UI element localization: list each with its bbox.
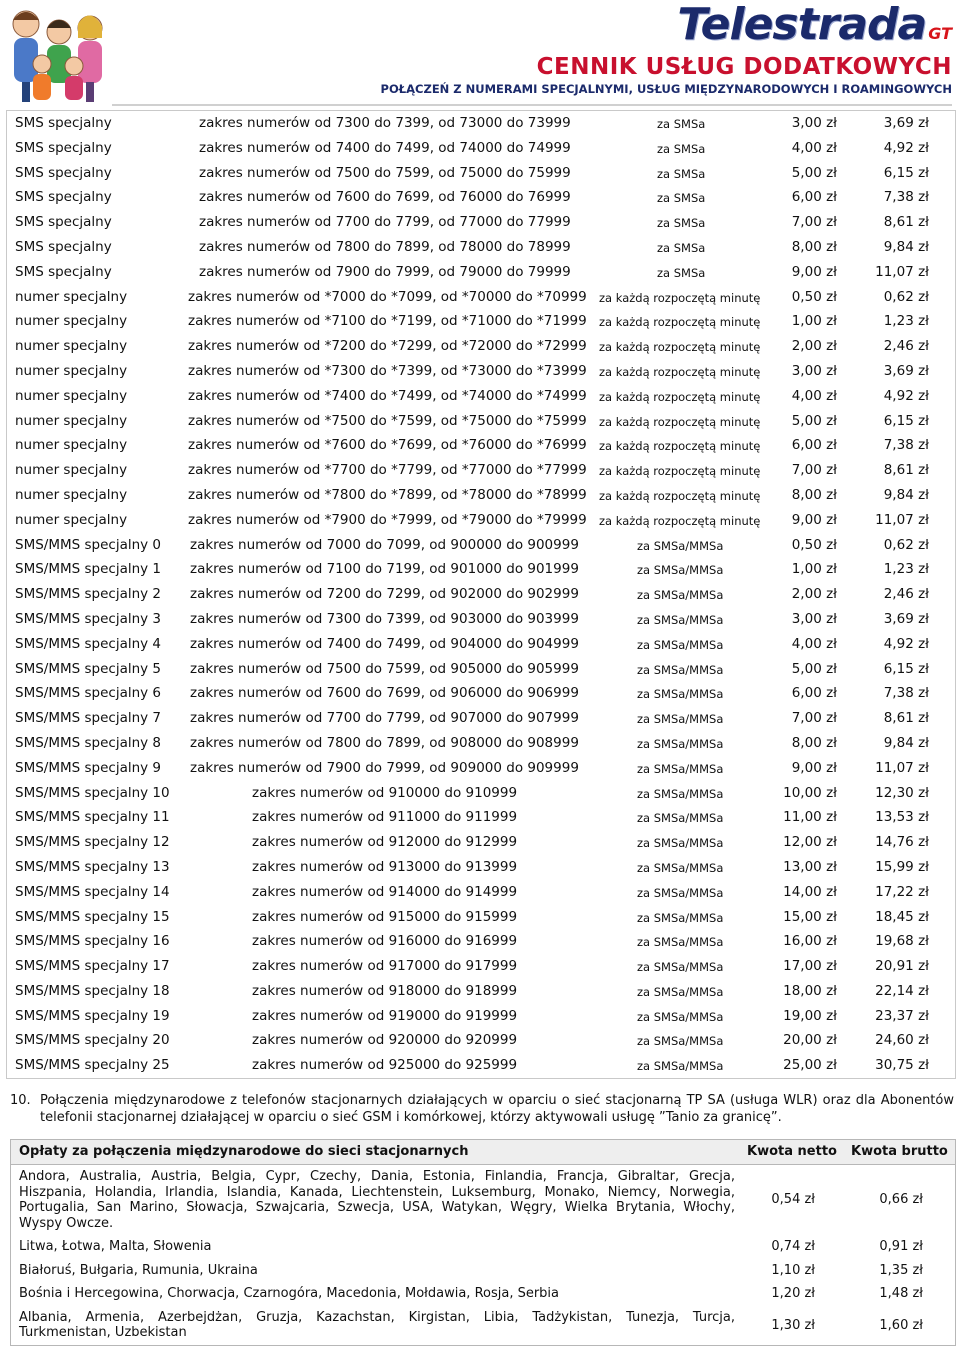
billing-unit-cell: za SMSa/MMSa [637,1009,724,1024]
intl-net-price: 1,30 zł [771,1317,815,1333]
number-range-cell: zakres numerów od *7300 do *7399, od *73000 do *73999 [188,362,587,379]
note-text: Połączenia międzynarodowe z telefonów stacjonarnych działających w oparciu o sieć stacjonarną TP SA (usługa WLR) oraz dla Abonentów telefonii stacjonarnej działającej w oparciu o sieć GSM i komórkowej, którzy aktywowali usługę ”Tanio za granicę”. [40,1093,954,1125]
billing-unit-cell: za SMSa/MMSa [637,885,724,900]
billing-unit-cell: za SMSa/MMSa [637,538,724,553]
number-range-cell: zakres numerów od *7500 do *7599, od *75000 do *75999 [188,412,587,429]
number-range-cell: zakres numerów od 7000 do 7099, od 900000 do 900999 [190,536,579,553]
gross-price-cell: 8,61 zł [883,214,929,231]
intl-header-title: Opłaty za połączenia międzynarodowe do sieci stacjonarnych [19,1144,469,1159]
net-price-cell: 3,00 zł [791,362,837,379]
service-cell: SMS/MMS specjalny 2 [15,586,162,603]
number-range-cell: zakres numerów od 7900 do 7999, od 79000 do 79999 [199,263,571,280]
gross-price-cell: 12,30 zł [875,784,929,801]
gross-price-cell: 7,38 zł [883,189,929,206]
intl-gross-price: 1,60 zł [879,1317,923,1333]
table-row [7,706,955,731]
countries-cell: Białoruś, Bułgaria, Rumunia, Ukraina [19,1262,258,1278]
page-header [0,0,960,110]
number-range-cell: zakres numerów od *7200 do *7299, od *72000 do *72999 [188,338,587,355]
table-row [7,210,955,235]
service-cell: SMS/MMS specjalny 17 [15,958,170,975]
number-range-cell: zakres numerów od 7400 do 7499, od 74000 do 74999 [199,139,571,156]
billing-unit-cell: za SMSa [657,117,706,131]
billing-unit-cell: za SMSa/MMSa [637,736,724,751]
net-price-cell: 9,00 zł [791,759,837,776]
net-price-cell: 15,00 zł [783,908,837,925]
billing-unit-cell: za SMSa [657,141,706,156]
gross-price-cell: 3,69 zł [883,362,929,379]
billing-unit-cell: za SMSa [657,240,706,255]
table-row [7,285,955,310]
billing-unit-cell: za SMSa/MMSa [637,712,724,727]
table-row [7,185,955,210]
service-cell: SMS/MMS specjalny 3 [15,610,162,627]
table-row [7,384,955,409]
billing-unit-cell: za SMSa/MMSa [637,811,724,826]
table-row [7,880,955,905]
intl-net-price: 0,74 zł [771,1239,815,1254]
number-range-cell: zakres numerów od 919000 do 919999 [252,1007,518,1024]
note-international [10,1092,954,1126]
gross-price-cell: 19,68 zł [875,933,929,950]
service-cell: SMS/MMS specjalny 10 [15,784,170,801]
service-cell: SMS/MMS specjalny 14 [15,883,170,900]
net-price-cell: 20,00 zł [783,1032,837,1049]
number-range-cell: zakres numerów od 912000 do 912999 [252,834,518,851]
billing-unit-cell: za każdą rozpoczętą minutę [599,364,761,379]
gross-price-cell: 24,60 zł [875,1032,929,1049]
international-rates-table [10,1139,956,1346]
billing-unit-cell: za SMSa/MMSa [637,687,724,702]
gross-price-cell: 14,76 zł [875,834,929,851]
document-subtitle: POŁĄCZEŃ Z NUMERAMI SPECJALNYMI, USŁUG MIĘDZYNARODOWYCH I ROAMINGOWYCH [380,82,952,96]
gross-price-cell: 2,46 zł [883,338,929,355]
number-range-cell: zakres numerów od 911000 do 911999 [252,809,518,826]
intl-table-header [11,1140,955,1165]
table-row [7,781,955,806]
gross-price-cell: 22,14 zł [875,982,929,999]
number-range-cell: zakres numerów od *7100 do *7199, od *71000 do *71999 [188,313,587,330]
gross-price-cell: 4,92 zł [883,139,929,156]
gross-price-cell: 7,38 zł [883,437,929,454]
service-cell: SMS/MMS specjalny 20 [15,1032,170,1049]
number-range-cell: zakres numerów od 913000 do 913999 [252,858,518,875]
billing-unit-cell: za każdą rozpoczętą minutę [599,464,761,479]
net-price-cell: 8,00 zł [791,734,837,751]
service-cell: SMS/MMS specjalny 0 [15,536,162,553]
intl-gross-price: 0,66 zł [879,1192,923,1207]
number-range-cell: zakres numerów od 7300 do 7399, od 903000 do 903999 [190,610,579,627]
net-price-cell: 12,00 zł [783,834,837,851]
table-row [7,161,955,186]
gross-price-cell: 15,99 zł [875,858,929,875]
countries-cell: Bośnia i Hercegowina, Chorwacja, Czarnogóra, Macedonia, Mołdawia, Rosja, Serbia [19,1286,560,1301]
service-cell: SMS/MMS specjalny 15 [15,908,170,925]
table-row [7,334,955,359]
net-price-cell: 0,50 zł [791,288,837,305]
table-row [7,1028,955,1053]
service-cell: numer specjalny [15,288,128,305]
billing-unit-cell: za każdą rozpoczętą minutę [599,290,761,305]
net-price-cell: 6,00 zł [791,437,837,454]
table-row [7,805,955,830]
gross-price-cell: 9,84 zł [883,734,929,751]
billing-unit-cell: za SMSa/MMSa [637,1059,724,1074]
net-price-cell: 7,00 zł [791,462,837,479]
gross-price-cell: 11,07 zł [875,263,929,280]
brand-name: Telestrada [677,0,927,50]
intl-net-price: 0,54 zł [771,1192,815,1207]
gross-price-cell: 8,61 zł [883,710,929,727]
service-cell: numer specjalny [15,462,128,479]
billing-unit-cell: za każdą rozpoczętą minutę [599,488,761,503]
number-range-cell: zakres numerów od *7000 do *7099, od *70000 do *70999 [188,288,587,305]
intl-table-row [11,1165,955,1235]
billing-unit-cell: za SMSa/MMSa [637,662,724,677]
number-range-cell: zakres numerów od *7800 do *7899, od *78000 do *78999 [188,486,587,503]
table-row [7,359,955,384]
table-row [7,756,955,781]
service-cell: SMS/MMS specjalny 12 [15,834,170,851]
net-price-cell: 6,00 zł [791,189,837,206]
number-range-cell: zakres numerów od 7500 do 7599, od 75000 do 75999 [199,164,571,181]
net-price-cell: 5,00 zł [791,412,837,429]
gross-price-cell: 1,23 zł [883,561,929,578]
net-price-cell: 10,00 zł [783,784,837,801]
number-range-cell: zakres numerów od *7700 do *7799, od *77000 do *77999 [188,462,587,479]
net-price-cell: 1,00 zł [791,561,837,578]
intl-table-row [11,1306,955,1345]
special-numbers-table [6,110,956,1079]
intl-net-price: 1,10 zł [771,1262,815,1278]
number-range-cell: zakres numerów od 7100 do 7199, od 901000 do 901999 [190,561,579,578]
billing-unit-cell: za SMSa/MMSa [637,1034,724,1049]
intl-header-net: Kwota netto [747,1144,837,1159]
gross-price-cell: 9,84 zł [883,238,929,255]
billing-unit-cell: za SMSa/MMSa [637,612,724,627]
net-price-cell: 13,00 zł [783,858,837,875]
brand-suffix: GT [928,24,952,43]
service-cell: SMS/MMS specjalny 16 [15,933,170,950]
number-range-cell: zakres numerów od 925000 do 925999 [252,1057,518,1074]
number-range-cell: zakres numerów od 914000 do 914999 [252,883,518,900]
service-cell: SMS/MMS specjalny 9 [15,759,162,776]
net-price-cell: 11,00 zł [783,809,837,826]
countries-cell: Andora, Australia, Austria, Belgia, Cypr, Czechy, Dania, Estonia, Finlandia, Francja, Gibraltar, Grecja, Hiszpania, Holandia, Irlandia, Islandia, Kanada, Liechtenstein, Luksemburg, Monako, Niemcy, Norwegia, Portugalia, San Marino, Słowacja, Szwajcaria, Szwecja, USA, Watykan, Węgry, Wielka Brytania, Włochy, Wyspy Owcze. [19,1169,735,1231]
table-row [7,905,955,930]
intl-gross-price: 1,48 zł [879,1286,923,1301]
number-range-cell: zakres numerów od 7300 do 7399, od 73000 do 73999 [199,115,571,131]
number-range-cell: zakres numerów od 7600 do 7699, od 76000 do 76999 [199,189,571,206]
gross-price-cell: 7,38 zł [883,685,929,702]
table-row [7,458,955,483]
net-price-cell: 6,00 zł [791,685,837,702]
gross-price-cell: 11,07 zł [875,511,929,528]
service-cell: SMS/MMS specjalny 1 [15,561,162,578]
net-price-cell: 18,00 zł [783,982,837,999]
net-price-cell: 4,00 zł [791,387,837,404]
service-cell: SMS specjalny [15,115,112,131]
net-price-cell: 3,00 zł [791,115,837,131]
gross-price-cell: 8,61 zł [883,462,929,479]
document-title: CENNIK USŁUG DODATKOWYCH [536,54,952,80]
net-price-cell: 5,00 zł [791,164,837,181]
note-number: 10. [10,1093,31,1108]
service-cell: numer specjalny [15,313,128,330]
header-divider [112,104,952,106]
net-price-cell: 17,00 zł [783,958,837,975]
billing-unit-cell: za każdą rozpoczętą minutę [599,389,761,404]
table-row [7,979,955,1004]
number-range-cell: zakres numerów od 7700 do 7799, od 77000 do 77999 [199,214,571,231]
table-row [7,309,955,334]
table-row [7,235,955,260]
service-cell: numer specjalny [15,362,128,379]
table-row [7,681,955,706]
service-cell: SMS/MMS specjalny 6 [15,685,162,702]
service-cell: numer specjalny [15,511,128,528]
service-cell: numer specjalny [15,437,128,454]
service-cell: SMS/MMS specjalny 19 [15,1007,170,1024]
billing-unit-cell: za SMSa [657,216,706,231]
intl-net-price: 1,20 zł [771,1286,815,1301]
number-range-cell: zakres numerów od 916000 do 916999 [252,933,518,950]
table-row [7,111,955,136]
table-row [7,533,955,558]
service-cell: SMS specjalny [15,189,112,206]
service-cell: SMS/MMS specjalny 25 [15,1057,170,1074]
countries-cell: Litwa, Łotwa, Malta, Słowenia [19,1239,212,1254]
net-price-cell: 9,00 zł [791,511,837,528]
number-range-cell: zakres numerów od 7700 do 7799, od 907000 do 907999 [190,710,579,727]
intl-header-gross: Kwota brutto [851,1144,948,1159]
table-row [7,830,955,855]
billing-unit-cell: za SMSa [657,191,706,206]
billing-unit-cell: za każdą rozpoczętą minutę [599,513,761,528]
net-price-cell: 8,00 zł [791,238,837,255]
net-price-cell: 2,00 zł [791,586,837,603]
service-cell: numer specjalny [15,412,128,429]
gross-price-cell: 0,62 zł [883,536,929,553]
service-cell: SMS/MMS specjalny 4 [15,635,162,652]
gross-price-cell: 3,69 zł [883,115,929,131]
table-row [7,1004,955,1029]
billing-unit-cell: za SMSa/MMSa [637,910,724,925]
billing-unit-cell: za każdą rozpoczętą minutę [599,414,761,429]
table-row [7,855,955,880]
service-cell: SMS specjalny [15,164,112,181]
billing-unit-cell: za SMSa [657,166,706,181]
service-cell: SMS specjalny [15,214,112,231]
billing-unit-cell: za SMSa/MMSa [637,761,724,776]
family-illustration-icon [4,2,114,108]
gross-price-cell: 1,23 zł [883,313,929,330]
number-range-cell: zakres numerów od 7800 do 7899, od 78000 do 78999 [199,238,571,255]
net-price-cell: 3,00 zł [791,610,837,627]
table-row [7,136,955,161]
number-range-cell: zakres numerów od 7500 do 7599, od 905000 do 905999 [190,660,579,677]
brand-logo [677,0,952,50]
billing-unit-cell: za każdą rozpoczętą minutę [599,315,761,330]
number-range-cell: zakres numerów od 7600 do 7699, od 906000 do 906999 [190,685,579,702]
service-cell: SMS specjalny [15,263,112,280]
service-cell: SMS/MMS specjalny 8 [15,734,162,751]
billing-unit-cell: za każdą rozpoczętą minutę [599,439,761,454]
table-row [7,409,955,434]
gross-price-cell: 4,92 zł [883,387,929,404]
service-cell: SMS/MMS specjalny 7 [15,710,162,727]
service-cell: SMS specjalny [15,139,112,156]
service-cell: SMS/MMS specjalny 5 [15,660,162,677]
table-row [7,607,955,632]
billing-unit-cell: za SMSa [657,265,706,280]
table-row [7,508,955,533]
intl-table-row [11,1259,955,1283]
intl-gross-price: 0,91 zł [879,1239,923,1254]
service-cell: SMS/MMS specjalny 13 [15,858,170,875]
net-price-cell: 9,00 zł [791,263,837,280]
gross-price-cell: 9,84 zł [883,486,929,503]
table-row [7,1053,955,1078]
table-row [7,929,955,954]
intl-table-row [11,1282,955,1306]
gross-price-cell: 13,53 zł [875,809,929,826]
gross-price-cell: 20,91 zł [875,958,929,975]
number-range-cell: zakres numerów od 920000 do 920999 [252,1032,518,1049]
gross-price-cell: 11,07 zł [875,759,929,776]
intl-table-row [11,1235,955,1259]
table-row [7,731,955,756]
countries-cell: Albania, Armenia, Azerbejdżan, Gruzja, Kazachstan, Kirgistan, Libia, Tadżykistan, Tunezja, Turcja, Turkmenistan, Uzbekistan [19,1309,735,1340]
gross-price-cell: 6,15 zł [883,164,929,181]
number-range-cell: zakres numerów od 910000 do 910999 [252,784,518,801]
number-range-cell: zakres numerów od 917000 do 917999 [252,958,518,975]
table-row [7,557,955,582]
net-price-cell: 1,00 zł [791,313,837,330]
billing-unit-cell: za SMSa/MMSa [637,836,724,851]
net-price-cell: 7,00 zł [791,710,837,727]
number-range-cell: zakres numerów od *7600 do *7699, od *76000 do *76999 [188,437,587,454]
billing-unit-cell: za SMSa/MMSa [637,588,724,603]
net-price-cell: 4,00 zł [791,139,837,156]
number-range-cell: zakres numerów od 7200 do 7299, od 902000 do 902999 [190,586,579,603]
gross-price-cell: 0,62 zł [883,288,929,305]
table-row [7,657,955,682]
service-cell: numer specjalny [15,338,128,355]
billing-unit-cell: za SMSa/MMSa [637,637,724,652]
table-row [7,632,955,657]
table-row [7,260,955,285]
net-price-cell: 8,00 zł [791,486,837,503]
billing-unit-cell: za SMSa/MMSa [637,786,724,801]
table-row [7,582,955,607]
table-row [7,433,955,458]
net-price-cell: 5,00 zł [791,660,837,677]
gross-price-cell: 6,15 zł [883,412,929,429]
number-range-cell: zakres numerów od *7400 do *7499, od *74000 do *74999 [188,387,587,404]
intl-gross-price: 1,35 zł [879,1262,923,1278]
billing-unit-cell: za SMSa/MMSa [637,860,724,875]
net-price-cell: 7,00 zł [791,214,837,231]
number-range-cell: zakres numerów od *7900 do *7999, od *79000 do *79999 [188,511,587,528]
billing-unit-cell: za SMSa/MMSa [637,984,724,999]
net-price-cell: 0,50 zł [791,536,837,553]
net-price-cell: 14,00 zł [783,883,837,900]
billing-unit-cell: za SMSa/MMSa [637,960,724,975]
gross-price-cell: 30,75 zł [875,1057,929,1074]
gross-price-cell: 4,92 zł [883,635,929,652]
number-range-cell: zakres numerów od 918000 do 918999 [252,982,518,999]
service-cell: SMS/MMS specjalny 18 [15,982,170,999]
gross-price-cell: 6,15 zł [883,660,929,677]
service-cell: numer specjalny [15,387,128,404]
net-price-cell: 16,00 zł [783,933,837,950]
number-range-cell: zakres numerów od 7900 do 7999, od 909000 do 909999 [190,759,579,776]
gross-price-cell: 3,69 zł [883,610,929,627]
service-cell: numer specjalny [15,486,128,503]
service-cell: SMS specjalny [15,238,112,255]
gross-price-cell: 2,46 zł [883,586,929,603]
billing-unit-cell: za SMSa/MMSa [637,563,724,578]
net-price-cell: 2,00 zł [791,338,837,355]
gross-price-cell: 18,45 zł [875,908,929,925]
net-price-cell: 19,00 zł [783,1007,837,1024]
table-row [7,483,955,508]
gross-price-cell: 23,37 zł [875,1007,929,1024]
service-cell: SMS/MMS specjalny 11 [15,809,170,826]
number-range-cell: zakres numerów od 7400 do 7499, od 904000 do 904999 [190,635,579,652]
net-price-cell: 25,00 zł [783,1057,837,1074]
number-range-cell: zakres numerów od 7800 do 7899, od 908000 do 908999 [190,734,579,751]
net-price-cell: 4,00 zł [791,635,837,652]
billing-unit-cell: za każdą rozpoczętą minutę [599,340,761,355]
gross-price-cell: 17,22 zł [875,883,929,900]
number-range-cell: zakres numerów od 915000 do 915999 [252,908,518,925]
billing-unit-cell: za SMSa/MMSa [637,935,724,950]
table-row [7,954,955,979]
